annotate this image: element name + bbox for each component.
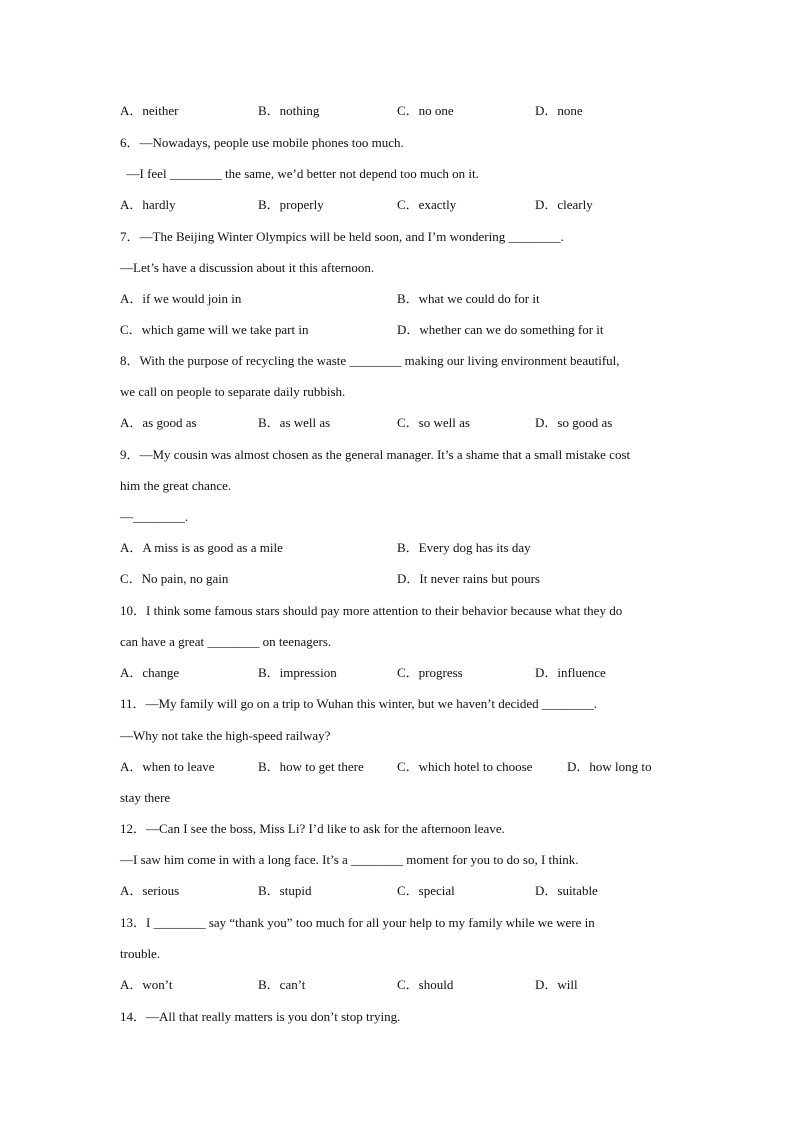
q8-option-a[interactable]: A．as good as <box>120 415 197 430</box>
q12-stem-line-2: —I saw him come in with a long face. It’s a ________ moment for you to do so, I think. <box>120 852 579 867</box>
q7-option-b[interactable]: B．what we could do for it <box>397 291 540 306</box>
q9-option-d[interactable]: D．It never rains but pours <box>397 571 540 586</box>
q11-option-a[interactable]: A．when to leave <box>120 759 215 774</box>
q7-option-a[interactable]: A．if we would join in <box>120 291 242 306</box>
q7-stem-line-2: —Let’s have a discussion about it this afternoon. <box>120 260 375 275</box>
q9-option-b[interactable]: B．Every dog has its day <box>397 540 531 555</box>
q7-option-c[interactable]: C．which game will we take part in <box>120 322 309 337</box>
q7-option-d[interactable]: D．whether can we do something for it <box>397 322 604 337</box>
q9-option-c[interactable]: C．No pain, no gain <box>120 571 229 586</box>
q10-option-c[interactable]: C．progress <box>397 665 463 680</box>
q12-stem-line-1: 12．—Can I see the boss, Miss Li? I’d like to ask for the afternoon leave. <box>120 821 505 836</box>
q12-options <box>120 883 680 899</box>
q8-option-c[interactable]: C．so well as <box>397 415 470 430</box>
q13-options <box>120 977 680 993</box>
q9-options-row-2 <box>120 571 680 587</box>
q12-option-d[interactable]: D．suitable <box>535 883 598 898</box>
q10-option-a[interactable]: A．change <box>120 665 180 680</box>
q6-option-c[interactable]: C．exactly <box>397 197 457 212</box>
q6-stem-line-1: 6．—Nowadays, people use mobile phones too much. <box>120 135 404 150</box>
q13-option-c[interactable]: C．should <box>397 977 454 992</box>
q13-option-b[interactable]: B．can’t <box>258 977 306 992</box>
q10-option-b[interactable]: B．impression <box>258 665 337 680</box>
q6-option-a[interactable]: A．hardly <box>120 197 176 212</box>
q13-option-a[interactable]: A．won’t <box>120 977 173 992</box>
q8-stem-line-1: 8．With the purpose of recycling the waste ________ making our living environment beautiful, <box>120 353 620 368</box>
q12-option-c[interactable]: C．special <box>397 883 455 898</box>
q5-option-c[interactable]: C．no one <box>397 103 454 118</box>
q7-options-row-1 <box>120 291 680 307</box>
q6-stem-line-2: —I feel ________ the same, we’d better not depend too much on it. <box>120 166 479 181</box>
q14-stem-line-1: 14．—All that really matters is you don’t stop trying. <box>120 1009 401 1024</box>
q5-options <box>120 103 680 119</box>
q5-option-a[interactable]: A．neither <box>120 103 179 118</box>
q7-stem-line-1: 7．—The Beijing Winter Olympics will be held soon, and I’m wondering ________. <box>120 229 564 244</box>
q13-stem-line-2: trouble. <box>120 946 161 961</box>
q9-option-a[interactable]: A．A miss is as good as a mile <box>120 540 283 555</box>
q9-stem-line-2: him the great chance. <box>120 478 232 493</box>
q12-option-a[interactable]: A．serious <box>120 883 180 898</box>
q10-stem-line-1: 10．I think some famous stars should pay more attention to their behavior because what they do <box>120 603 623 618</box>
q6-option-d[interactable]: D．clearly <box>535 197 593 212</box>
q8-option-b[interactable]: B．as well as <box>258 415 331 430</box>
q8-options <box>120 415 680 431</box>
q11-options <box>120 759 680 775</box>
q11-option-c[interactable]: C．which hotel to choose <box>397 759 533 774</box>
q11-option-d[interactable]: D．how long to <box>567 759 652 774</box>
q13-option-d[interactable]: D．will <box>535 977 578 992</box>
q11-option-b[interactable]: B．how to get there <box>258 759 364 774</box>
q5-option-d[interactable]: D．none <box>535 103 583 118</box>
q7-options-row-2 <box>120 322 680 338</box>
q13-stem-line-1: 13．I ________ say “thank you” too much for all your help to my family while we were in <box>120 915 595 930</box>
q9-stem-line-3: —________. <box>120 509 189 524</box>
q11-stem-line-2: —Why not take the high-speed railway? <box>120 728 331 743</box>
q8-option-d[interactable]: D．so good as <box>535 415 613 430</box>
q9-stem-line-1: 9．—My cousin was almost chosen as the general manager. It’s a shame that a small mistake cost <box>120 447 631 462</box>
q11-option-d-wrap: stay there <box>120 790 171 805</box>
q9-options-row-1 <box>120 540 680 556</box>
q5-option-b[interactable]: B．nothing <box>258 103 320 118</box>
q12-option-b[interactable]: B．stupid <box>258 883 312 898</box>
q8-stem-line-2: we call on people to separate daily rubbish. <box>120 384 346 399</box>
q10-option-d[interactable]: D．influence <box>535 665 606 680</box>
q10-options <box>120 665 680 681</box>
q10-stem-line-2: can have a great ________ on teenagers. <box>120 634 332 649</box>
q11-stem-line-1: 11．—My family will go on a trip to Wuhan this winter, but we haven’t decided ________. <box>120 696 598 711</box>
q6-option-b[interactable]: B．properly <box>258 197 324 212</box>
q6-options <box>120 197 680 213</box>
